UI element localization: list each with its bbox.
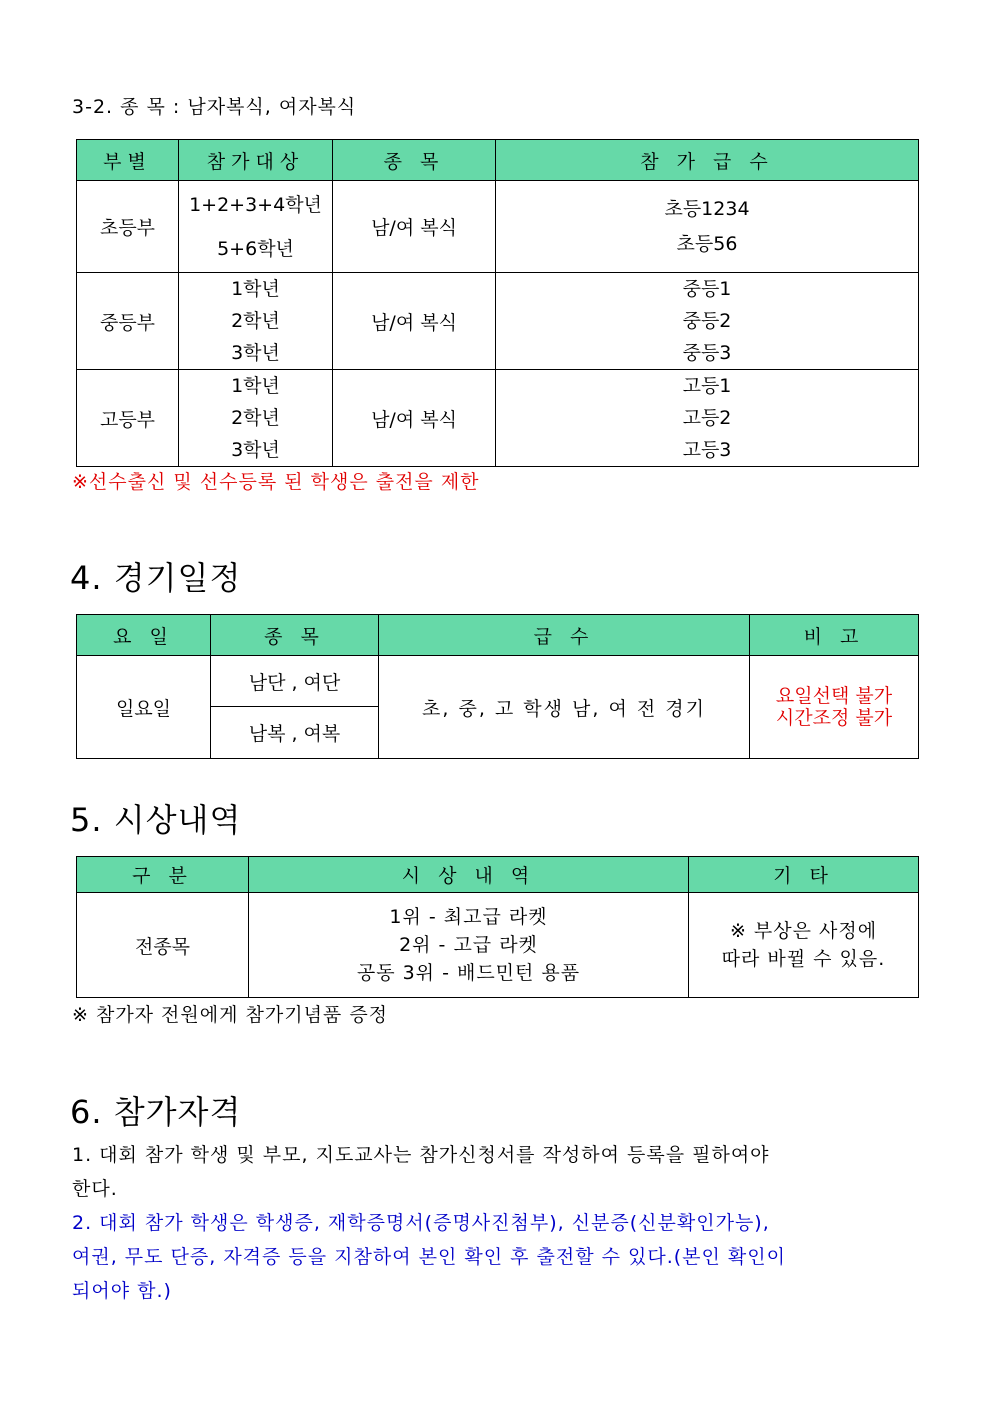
grade-cell: 초, 중, 고 학생 남, 여 전 경기 [379, 656, 750, 759]
section-3-2-title: 3-2. 종 목 : 남자복식, 여자복식 [72, 96, 357, 118]
schedule-table [76, 614, 919, 759]
header-event: 종 목 [211, 615, 379, 656]
target-line: 2학년 [231, 407, 280, 429]
header-etc: 기 타 [689, 857, 919, 893]
restriction-note: ※선수출신 및 선수등록 된 학생은 출전을 제한 [72, 471, 480, 493]
header-grade: 참 가 급 수 [496, 140, 919, 181]
header-awards: 시 상 내 역 [249, 857, 689, 893]
target-cell [179, 273, 333, 370]
target-cell [179, 370, 333, 467]
event-cell: 남/여 복식 [333, 370, 496, 467]
eligibility-text [72, 1138, 932, 1308]
target-line: 1+2+3+4학년 [189, 193, 322, 216]
table-row [77, 656, 919, 707]
remarks-cell [750, 656, 919, 759]
header-target: 참가대상 [179, 140, 333, 181]
grade-line: 중등1 [682, 278, 732, 300]
eligibility-item-1-line: 1. 대회 참가 학생 및 부모, 지도교사는 참가신청서를 작성하여 등록을 필하여야 [72, 1144, 770, 1166]
events-table [76, 139, 919, 467]
grade-line: 초등1234 [664, 197, 750, 220]
eligibility-item-2-line: 되어야 함.) [72, 1280, 172, 1302]
table-row [77, 273, 919, 370]
eligibility-item-1-line: 한다. [72, 1178, 118, 1200]
category-cell: 전종목 [77, 893, 249, 998]
header-division: 부별 [77, 140, 179, 181]
event-cell: 남단 , 여단 [211, 656, 379, 707]
header-grade: 급 수 [379, 615, 750, 656]
grade-line: 중등3 [682, 342, 732, 364]
target-line: 3학년 [231, 342, 280, 364]
target-line: 2학년 [231, 310, 280, 332]
grade-line: 고등2 [682, 407, 732, 429]
target-line: 1학년 [231, 278, 280, 300]
awards-table [76, 856, 919, 998]
event-cell: 남/여 복식 [333, 181, 496, 273]
header-day: 요 일 [77, 615, 211, 656]
remark-line: 시간조정 불가 [775, 707, 893, 729]
header-remarks: 비 고 [750, 615, 919, 656]
grade-cell [496, 273, 919, 370]
target-line: 5+6학년 [217, 237, 294, 260]
division-cell: 고등부 [77, 370, 179, 467]
section-5-title: 5. 시상내역 [70, 801, 242, 839]
etc-cell [689, 893, 919, 998]
table-row [77, 181, 919, 273]
target-line: 1학년 [231, 375, 280, 397]
header-event: 종 목 [333, 140, 496, 181]
grade-cell [496, 370, 919, 467]
target-cell [179, 181, 333, 273]
grade-line: 중등2 [682, 310, 732, 332]
event-cell: 남복 , 여복 [211, 707, 379, 759]
award-line: 2위 - 고급 라켓 [399, 934, 538, 956]
division-cell: 초등부 [77, 181, 179, 273]
awards-cell [249, 893, 689, 998]
grade-line: 초등56 [676, 232, 738, 255]
award-line: 1위 - 최고급 라켓 [389, 906, 548, 928]
grade-line: 고등3 [682, 439, 732, 461]
award-line: 공동 3위 - 배드민턴 용품 [356, 962, 581, 984]
division-cell: 중등부 [77, 273, 179, 370]
header-category: 구 분 [77, 857, 249, 893]
table-row [77, 893, 919, 998]
event-cell: 남/여 복식 [333, 273, 496, 370]
section-4-title: 4. 경기일정 [70, 559, 242, 597]
target-line: 3학년 [231, 439, 280, 461]
remark-line: 요일선택 불가 [775, 685, 893, 707]
etc-line: 따라 바뀔 수 있음. [721, 948, 886, 970]
etc-line: ※ 부상은 사정에 [729, 920, 878, 942]
souvenir-note: ※ 참가자 전원에게 참가기념품 증정 [72, 1004, 389, 1026]
eligibility-item-2-line: 여권, 무도 단증, 자격증 등을 지참하여 본인 확인 후 출전할 수 있다.(본인 확인이 [72, 1246, 786, 1268]
table-row [77, 370, 919, 467]
eligibility-item-2-line: 2. 대회 참가 학생은 학생증, 재학증명서(증명사진첨부), 신분증(신분확인가능), [72, 1212, 770, 1234]
grade-line: 고등1 [682, 375, 732, 397]
section-6-title: 6. 참가자격 [70, 1093, 242, 1131]
day-cell: 일요일 [77, 656, 211, 759]
grade-cell [496, 181, 919, 273]
